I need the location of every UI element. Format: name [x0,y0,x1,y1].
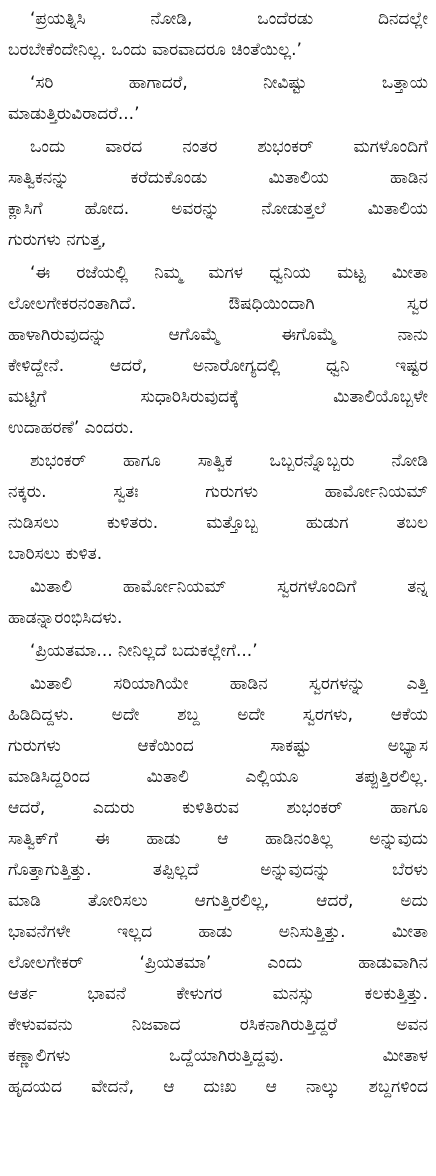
text-line: ಮಾಡುತ್ತಿರುವಿರಾದರೆ...’ [8,104,140,124]
text-line: ಕ್ಲಾಸಿಗೆ ಹೋದ. ಅವರನ್ನು ನೋಡುತ್ತಲೆ ಮಿತಾಲಿಯ [8,199,428,219]
text-line: ಗುರುಗಳು ಆಕೆಯಿಂದ ಸಾಕಷ್ಟು ಅಭ್ಯಾಸ [8,736,428,756]
paragraph-1 [8,4,428,66]
text-line: ‘ಸರಿ ಹಾಗಾದರೆ, ನೀವಿಷ್ಟು ಒತ್ತಾಯ [30,73,428,93]
text-line: ಮಟ್ಟಿಗೆ ಸುಧಾರಿಸಿರುವುದಕ್ಕೆ ಮಿತಾಲಿಯೊಬ್ಬಳೇ [8,387,428,407]
text-line: ಮಿತಾಲಿ ಹಾರ್ಮೋನಿಯಮ್ ಸ್ವರಗಳೊಂದಿಗೆ ತನ್ನ [30,577,428,597]
paragraph-6 [8,572,428,634]
text-line: ನುಡಿಸಲು ಕುಳಿತರು. ಮತ್ತೊಬ್ಬ ಹುಡುಗ ತಬಲ [8,513,428,533]
text-line: ಮಾಡಿ ತೋರಿಸಲು ಆಗುತ್ತಿರಲಿಲ್ಲ, ಆದರೆ, ಅದು [8,891,428,911]
text-line: ಹಾಡನ್ನಾರಂಭಿಸಿದಳು. [8,608,123,628]
text-line: ಶುಭಂಕರ್ ಹಾಗೂ ಸಾತ್ವಿಕ ಒಬ್ಬರನ್ನೊಬ್ಬರು ನೋಡಿ [30,451,428,471]
text-line: ಕಣ್ಣಾಲಿಗಳು ಒದ್ದೆಯಾಗಿರುತ್ತಿದ್ದವು. ಮೀತಾಳ [8,1046,428,1066]
paragraph-4 [8,258,428,444]
text-line: ಹೃದಯದ ವೇದನೆ, ಆ ದುಃಖ ಆ ನಾಲ್ಕು ಶಬ್ದಗಳಿಂದ [8,1077,428,1097]
text-line: ಲೋಲಗೇಕರ್ ‘ಪ್ರಿಯತಮಾ’ ಎಂದು ಹಾಡುವಾಗಿನ [8,953,428,973]
text-line: ಸಾತ್ವಿಕನನ್ನು ಕರೆದುಕೊಂಡು ಮಿತಾಲಿಯ ಹಾಡಿನ [8,168,428,188]
text-line: ಗುರುಗಳು ನಗುತ್ತ, [8,230,107,250]
paragraph-2 [8,68,428,130]
text-line: ಗೊತ್ತಾಗುತ್ತಿತ್ತು. ತಪ್ಪಿಲ್ಲದೆ ಅನ್ನುವುದನ್ನು ಬೆರಳು [8,860,428,880]
text-line: ಭಾವನೆಗಳೇ ಇಲ್ಲದ ಹಾಡು ಅನಿಸುತ್ತಿತ್ತು. ಮೀತಾ [8,922,428,942]
text-line: ಸಾತ್ವಿಕ್‌ಗೆ ಈ ಹಾಡು ಆ ಹಾಡಿನಂತಿಲ್ಲ ಅನ್ನುವುದು [8,829,428,849]
paragraph-5 [8,446,428,570]
paragraph-8 [8,669,428,1103]
paragraph-7 [8,636,428,667]
text-line: ‘ಈ ರಜೆಯಲ್ಲಿ ನಿಮ್ಮ ಮಗಳ ಧ್ವನಿಯ ಮಟ್ಟ ಮೀತಾ [30,263,428,283]
text-line: ಉದಾಹರಣೆ’ ಎಂದರು. [8,418,134,438]
text-line: ಬಾರಿಸಲು ಕುಳಿತ. [8,544,103,564]
text-line: ‘ಪ್ರಯತ್ನಿಸಿ ನೋಡಿ, ಒಂದೆರಡು ದಿನದಲ್ಲೇ [30,9,428,29]
text-line: ನಕ್ಕರು. ಸ್ವತಃ ಗುರುಗಳು ಹಾರ್ಮೋನಿಯಮ್ [8,482,428,502]
text-line: ಆರ್ತ ಭಾವನೆ ಕೇಳುಗರ ಮನಸ್ಸು ಕಲಕುತ್ತಿತ್ತು. [8,984,428,1004]
text-line: ಒಂದು ವಾರದ ನಂತರ ಶುಭಂಕರ್ ಮಗಳೊಂದಿಗೆ [30,137,428,157]
text-line: ಲೋಲಗೇಕರನಂತಾಗಿದೆ. ಔಷಧಿಯಿಂದಾಗಿ ಸ್ವರ [8,294,428,314]
text-line: ಹಿಡಿದಿದ್ದಳು. ಅದೇ ಶಬ್ದ ಅದೇ ಸ್ವರಗಳು, ಆಕೆಯ [8,705,428,725]
text-line: ಮಿತಾಲಿ ಸರಿಯಾಗಿಯೇ ಹಾಡಿನ ಸ್ವರಗಳನ್ನು ಎತ್ತಿ [30,674,428,694]
text-line: ಕೇಳಿದ್ದೇನೆ. ಆದರೆ, ಅನಾರೋಗ್ಯದಲ್ಲಿ ಧ್ವನಿ ಇಷ್ಟರ [8,356,428,376]
paragraph-3 [8,132,428,256]
text-line: ಹಾಳಾಗಿರುವುದನ್ನು ಆಗೊಮ್ಮೆ ಈಗೊಮ್ಮೆ ನಾನು [8,325,428,345]
text-line: ಬರಬೇಕೆಂದೇನಿಲ್ಲ. ಒಂದು ವಾರವಾದರೂ ಚಿಂತೆಯಿಲ್ಲ.’ [8,40,302,60]
text-line: ಆದರೆ, ಎದುರು ಕುಳಿತಿರುವ ಶುಭಂಕರ್ ಹಾಗೂ [8,798,428,818]
text-line: ಮಾಡಿಸಿದ್ದರಿಂದ ಮಿತಾಲಿ ಎಲ್ಲಿಯೂ ತಪ್ಪುತ್ತಿರಲಿಲ್ಲ. [8,767,428,787]
text-line: ಕೇಳುವವನು ನಿಜವಾದ ರಸಿಕನಾಗಿರುತ್ತಿದ್ದರೆ ಅವನ [8,1015,428,1035]
text-line: ‘ಪ್ರಿಯತಮಾ... ನೀನಿಲ್ಲದೆ ಬದುಕಲ್ಲೇಗೆ...’ [30,641,258,661]
